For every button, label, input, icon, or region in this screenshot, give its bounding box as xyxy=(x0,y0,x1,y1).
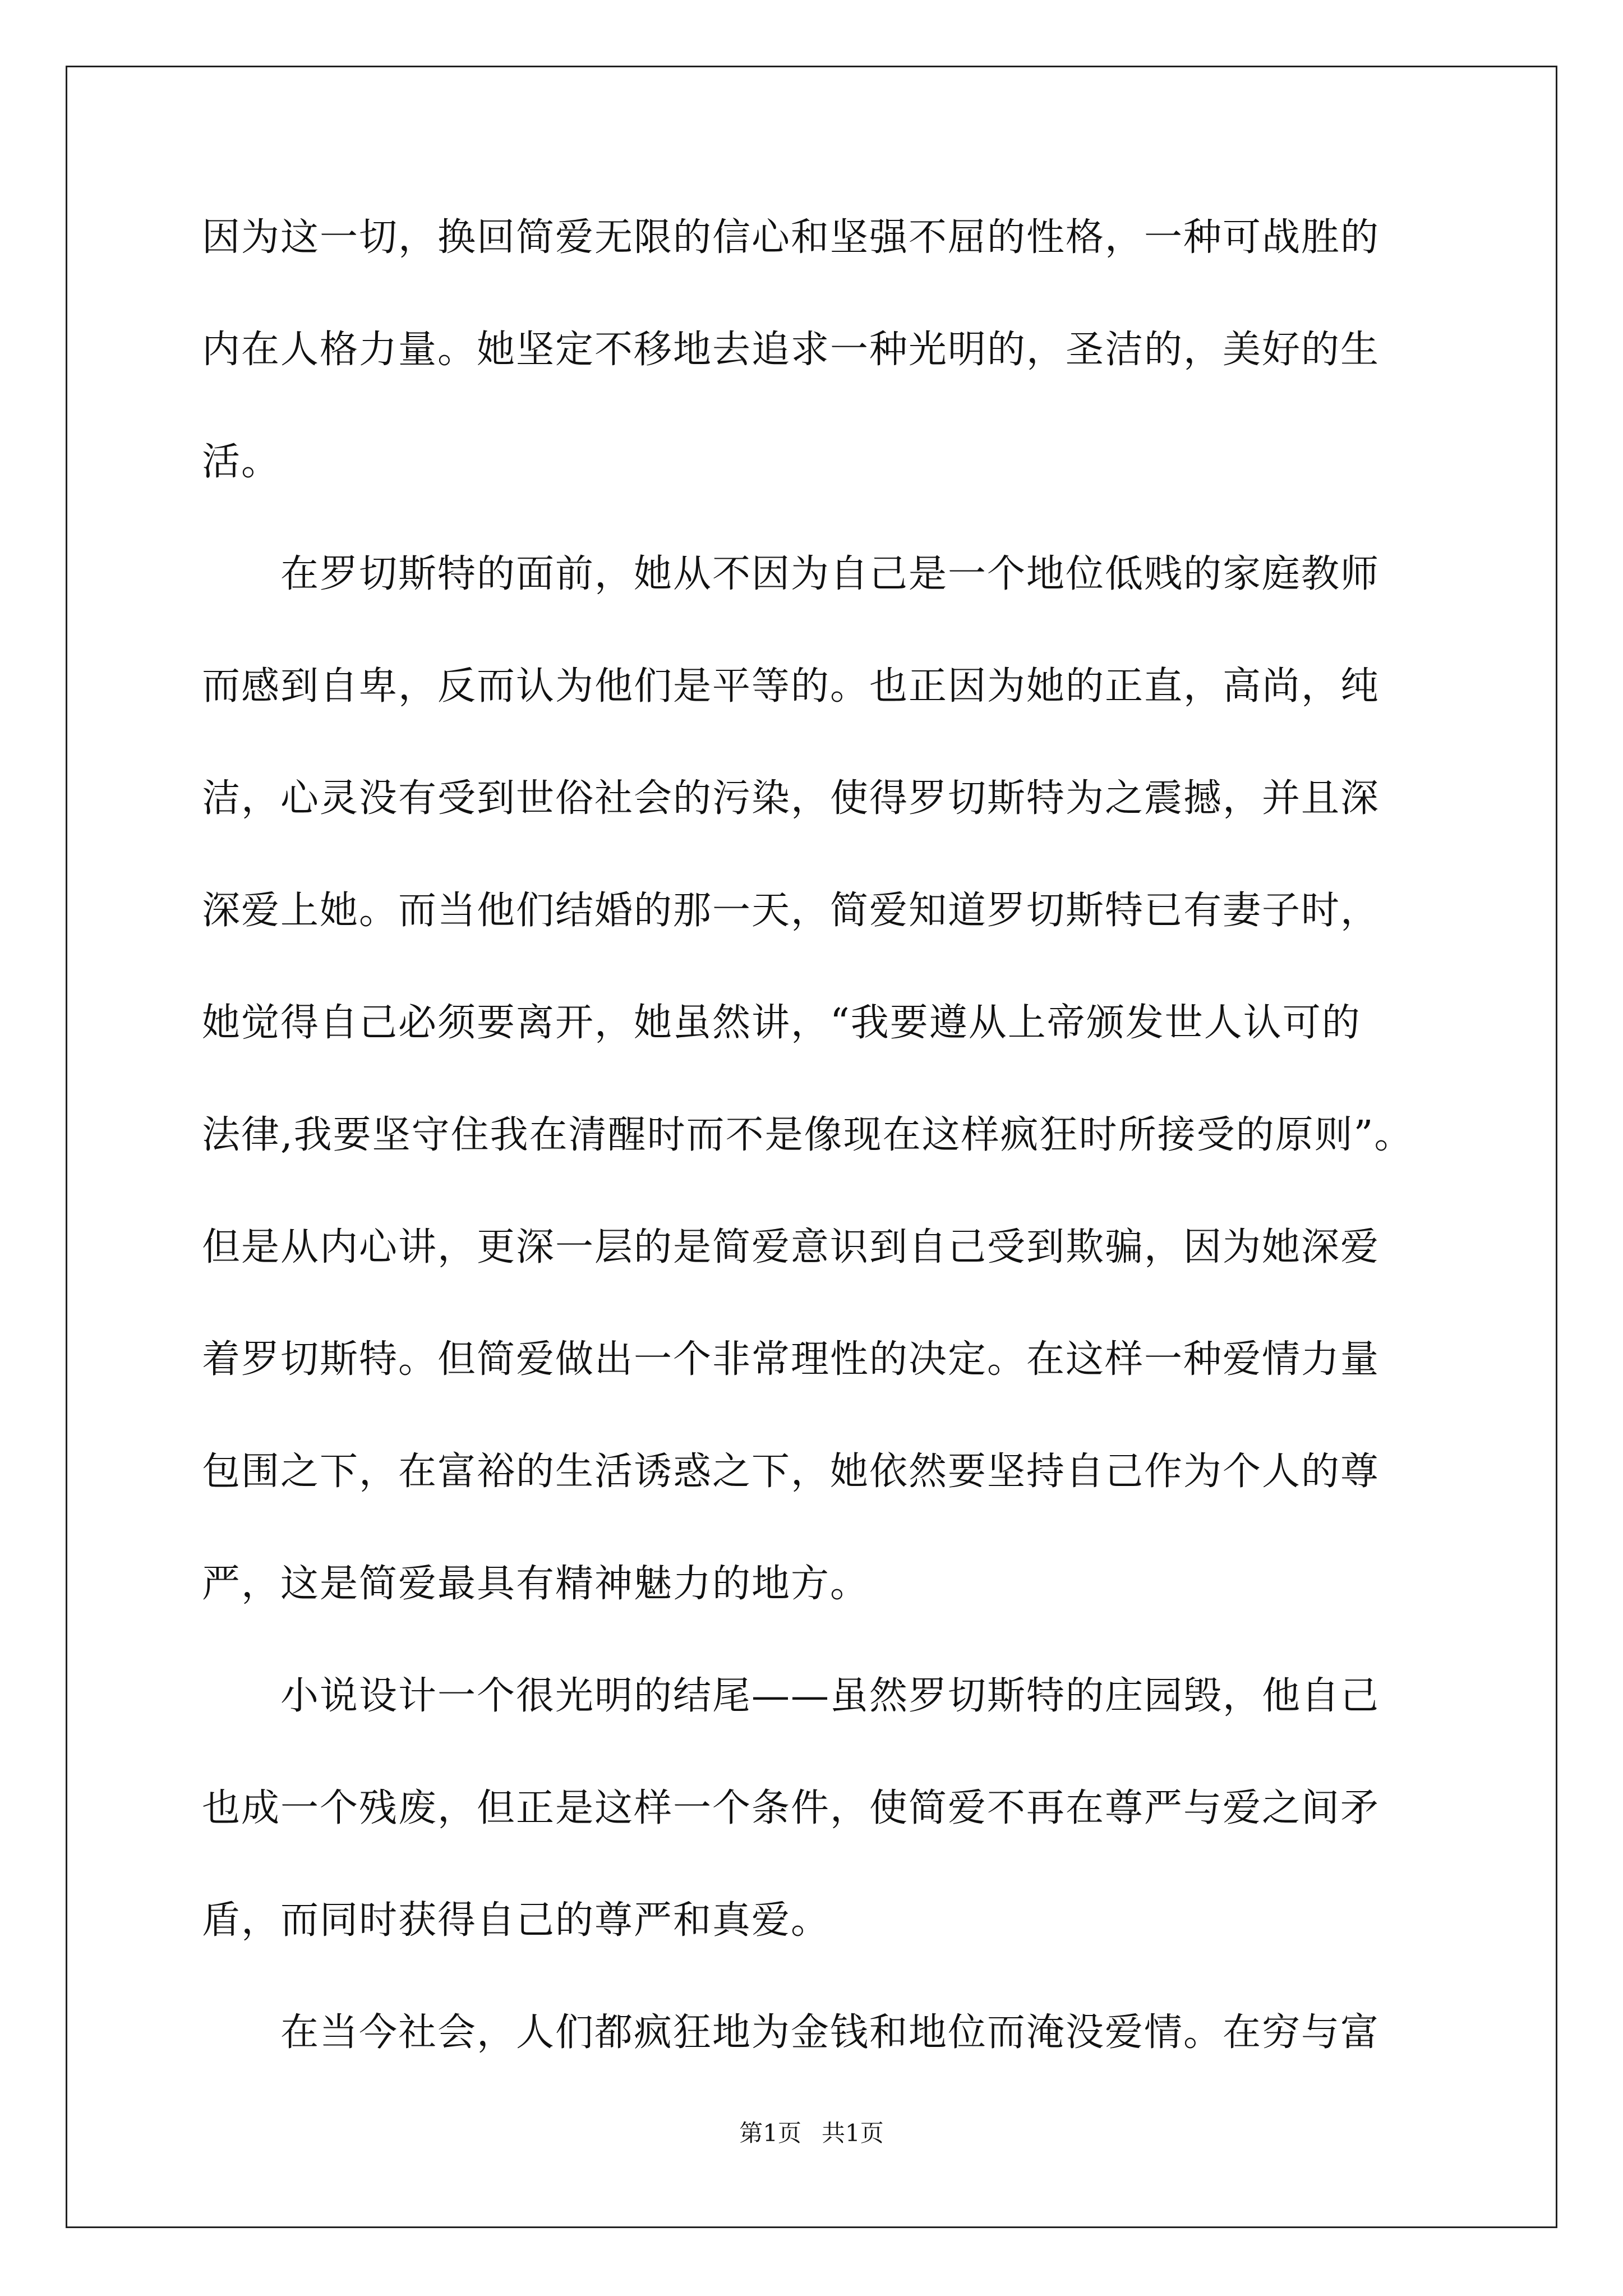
text-line: 在当今社会，人们都疯狂地为金钱和地位而淹没爱情。在穷与富 xyxy=(202,2010,1380,2055)
text-line: 洁，心灵没有受到世俗社会的污染，使得罗切斯特为之震撼，并且深 xyxy=(202,776,1380,821)
text-line: 深爱上她。而当他们结婚的那一天，简爱知道罗切斯特已有妻子时， xyxy=(202,889,1380,933)
page-number-current: 第1页 xyxy=(739,2119,801,2147)
text-line: 盾，而同时获得自己的尊严和真爱。 xyxy=(202,1898,831,1943)
text-line: 但是从内心讲，更深一层的是简爱意识到自己受到欺骗，因为她深爱 xyxy=(202,1225,1380,1269)
text-line: 她觉得自己必须要离开，她虽然讲，“我要遵从上帝颁发世人认可的 xyxy=(202,1001,1361,1045)
text-line: 严，这是简爱最具有精神魅力的地方。 xyxy=(202,1562,870,1606)
text-line: 因为这一切，换回简爱无限的信心和坚强不屈的性格，一种可战胜的 xyxy=(202,215,1380,260)
text-line: 小说设计一个很光明的结尾——虽然罗切斯特的庄园毁，他自己 xyxy=(202,1674,1380,1718)
text-line: 法律,我要坚守住我在清醒时而不是像现在这样疯狂时所接受的原则”。 xyxy=(202,1113,1414,1157)
text-line: 活。 xyxy=(202,440,281,484)
page-number-total: 共1页 xyxy=(822,2119,884,2147)
text-line: 着罗切斯特。但简爱做出一个非常理性的决定。在这样一种爱情力量 xyxy=(202,1337,1380,1382)
text-line: 而感到自卑，反而认为他们是平等的。也正因为她的正直，高尚，纯 xyxy=(202,664,1380,708)
text-line: 内在人格力量。她坚定不移地去追求一种光明的，圣洁的，美好的生 xyxy=(202,328,1380,372)
text-line: 包围之下，在富裕的生活诱惑之下，她依然要坚持自己作为个人的尊 xyxy=(202,1450,1380,1494)
text-line: 在罗切斯特的面前，她从不因为自己是一个地位低贱的家庭教师 xyxy=(202,552,1380,596)
page-footer xyxy=(0,2115,1623,2148)
text-line: 也成一个残废，但正是这样一个条件，使简爱不再在尊严与爱之间矛 xyxy=(202,1786,1380,1830)
